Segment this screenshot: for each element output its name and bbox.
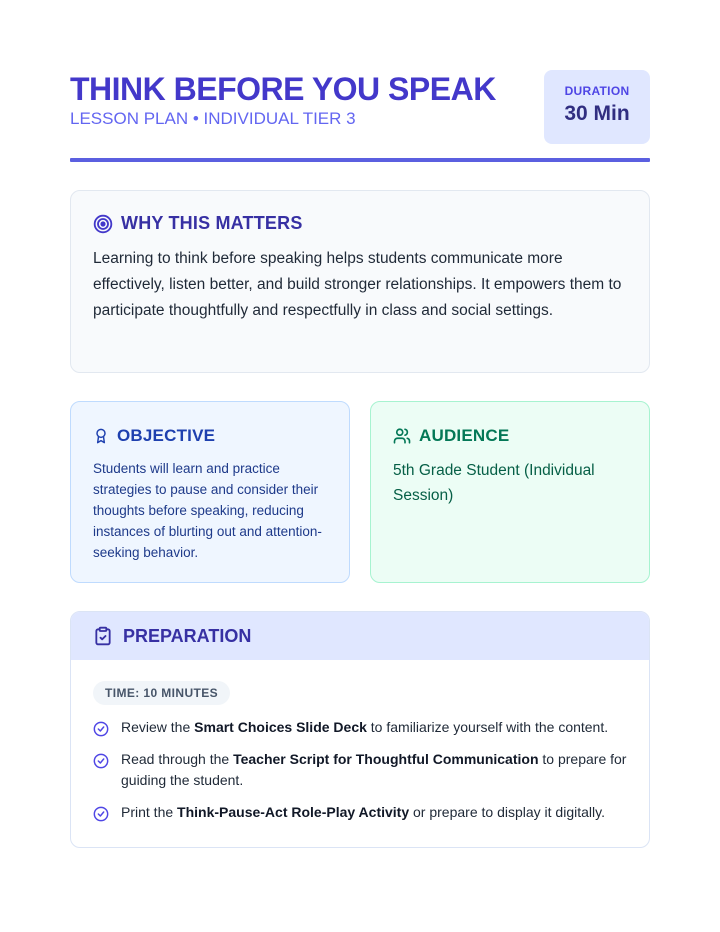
list-item	[93, 802, 627, 823]
page-title: THINK BEFORE YOU SPEAK	[70, 71, 496, 107]
preparation-time-badge: TIME: 10 MINUTES	[93, 681, 230, 705]
header-divider	[70, 158, 650, 162]
check-circle-icon	[93, 721, 111, 738]
why-body: Learning to think before speaking helps students communicate more effectively, listen better, and build stronger relationships. It empowers them to participate thoughtfully and respectfully in class and social settings.	[93, 250, 622, 319]
preparation-heading: PREPARATION	[123, 625, 252, 646]
duration-label: DURATION	[564, 84, 630, 98]
why-this-matters-card	[70, 190, 650, 373]
list-item	[93, 717, 627, 738]
audience-card	[370, 401, 650, 583]
audience-body: 5th Grade Student (Individual Session)	[393, 462, 595, 504]
duration-badge	[544, 70, 650, 144]
item-text-before: Read through the	[121, 751, 234, 767]
list-item-text	[121, 802, 605, 823]
item-text-bold: Smart Choices Slide Deck	[194, 719, 367, 735]
list-item-text	[121, 717, 608, 738]
item-text-before: Review the	[121, 719, 195, 735]
item-text-after: or prepare to display it digitally.	[409, 804, 605, 820]
duration-value: 30 Min	[564, 102, 630, 125]
item-text-bold: Think-Pause-Act Role-Play Activity	[177, 804, 410, 820]
objective-body: Students will learn and practice strategies to pause and consider their thoughts before speaking, reducing instances of blurting out and attention-seeking behavior.	[93, 461, 322, 560]
check-circle-icon	[93, 753, 111, 791]
page-header	[70, 70, 650, 162]
clipboard-check-icon	[93, 626, 113, 646]
list-item	[93, 749, 627, 791]
item-text-bold: Teacher Script for Thoughtful Communication	[233, 751, 539, 767]
preparation-list	[93, 717, 627, 823]
page-subtitle: LESSON PLAN • INDIVIDUAL TIER 3	[70, 109, 356, 128]
audience-heading: AUDIENCE	[419, 426, 510, 445]
why-heading-row	[93, 213, 627, 234]
item-text-after: to prepare for guiding the student.	[121, 751, 627, 788]
check-circle-icon	[93, 806, 111, 823]
item-text-before: Print the	[121, 804, 178, 820]
why-heading: WHY THIS MATTERS	[121, 213, 303, 233]
preparation-header	[71, 612, 649, 660]
item-text-after: to familiarize yourself with the content.	[366, 719, 609, 735]
objective-card	[70, 401, 350, 583]
preparation-content	[71, 660, 649, 823]
objective-heading: OBJECTIVE	[117, 426, 216, 445]
preparation-card	[70, 611, 650, 848]
audience-heading-row	[393, 426, 627, 446]
award-icon	[93, 427, 109, 445]
objective-heading-row	[93, 426, 327, 446]
target-icon	[93, 214, 113, 234]
users-icon	[393, 427, 411, 445]
list-item-text	[121, 749, 627, 791]
